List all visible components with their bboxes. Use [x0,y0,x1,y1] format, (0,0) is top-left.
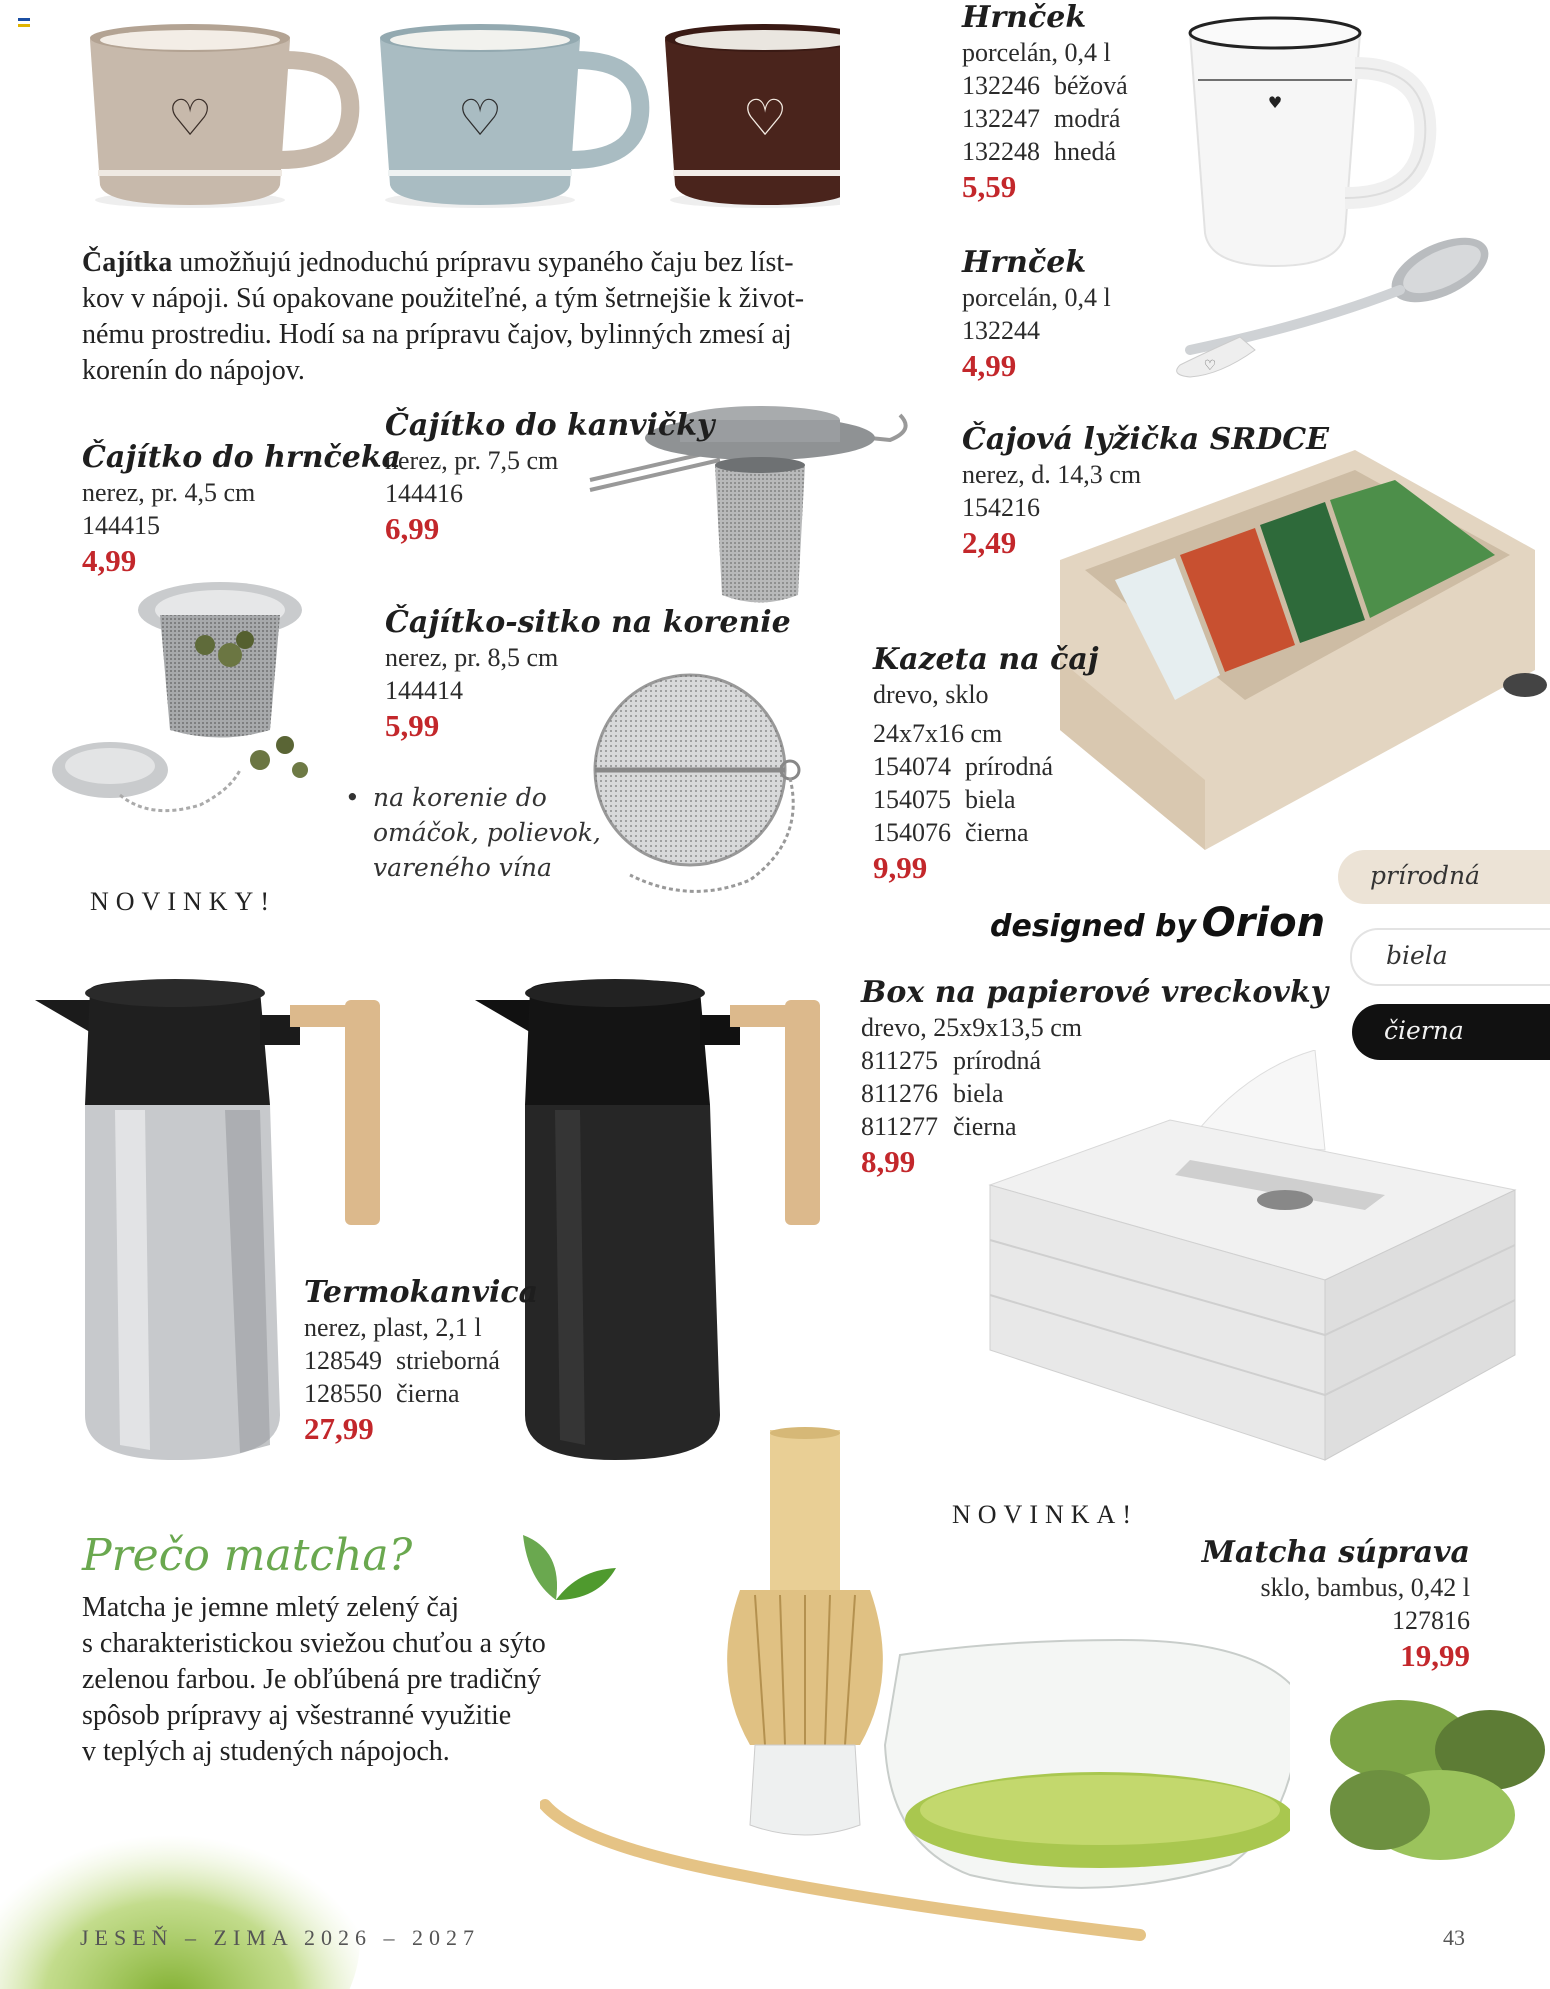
product-mug-heart: Hrnček porcelán, 0,4 l 132246 béžová 132247 modrá 132248 hnedá 5,59 [962,0,1128,204]
intro-bold: Čajítka [82,247,173,278]
bullet-icon: • [345,783,360,812]
price: 6,99 [385,511,440,546]
product-spoon: Čajová lyžička SRDCE nerez, d. 14,3 cm 154216 2,49 [962,422,1330,560]
product-thermos: Termokanvica nerez, plast, 2,1 l 128549 strieborná 128550 čierna 27,99 [304,1275,539,1446]
price: 19,99 [1400,1638,1470,1673]
designed-by-orion-logo: designed by Orion [990,900,1326,946]
spice-ball-note: • na korenie do omáčok, polievok, vareného vína [345,780,601,885]
svg-text:♡: ♡ [1203,358,1217,374]
product-mug-white: Hrnček porcelán, 0,4 l 132244 4,99 [962,245,1111,383]
flag-icon [18,18,30,27]
svg-text:♡: ♡ [457,89,503,147]
product-mug-infuser: Čajítko do hrnčeka nerez, pr. 4,5 cm 144415 4,99 [82,440,402,578]
price: 4,99 [962,348,1017,383]
svg-text:♥: ♥ [1267,93,1283,112]
swatch-white: biela [1350,928,1550,986]
matcha-info-text: Matcha je jemne mletý zelený čaj s charakteristickou sviežou chuťou a sýto zelenou farbou. Je obľúbená pre tradičný spôsob prípravy aj všestranné využitie v teplých aj studených nápojoch. [82,1592,546,1767]
price: 9,99 [873,850,928,885]
price: 2,49 [962,525,1017,560]
product-spice-ball: Čajítko-sitko na korenie nerez, pr. 8,5 cm 144414 5,99 [385,605,791,743]
product-pot-infuser: Čajítko do kanvičky nerez, pr. 7,5 cm 144416 6,99 [385,408,715,546]
price: 5,99 [385,708,440,743]
intro-paragraph: Čajítka umožňujú jednoduchú prípravu sypaného čaju bez líst- kov v nápoji. Sú opakovane použiteľné, a tým šetrnejšie k život- nému prostrediu. Hodí sa na prípravu čajov, bylinných zmesí aj korenín do nápojov. [82,247,805,386]
matcha-info-heading: Prečo matcha? [82,1530,413,1581]
product-tissue-box: Box na papierové vreckovky drevo, 25x9x13,5 cm 811275 prírodná 811276 biela 811277 čierna 8,99 [861,975,1329,1179]
product-matcha-set: Matcha súprava sklo, bambus, 0,42 l 127816 19,99 [1201,1535,1470,1673]
price: 8,99 [861,1144,916,1179]
new-item-badge: NOVINKA! [952,1500,1138,1529]
svg-text:♡: ♡ [167,89,213,147]
footer-season: JESEŇ – ZIMA 2026 – 2027 [80,1925,481,1950]
heart-mugs-image [80,10,840,210]
product-tea-box: Kazeta na čaj drevo, sklo 24x7x16 cm 154074 prírodná 154075 biela 154076 čierna 9,99 [873,642,1099,885]
swatch-natural: prírodná [1338,850,1550,904]
page-number: 43 [1443,1925,1465,1950]
price: 5,59 [962,169,1017,204]
swatch-black: čierna [1352,1004,1550,1060]
matcha-set-image [540,1425,1290,1970]
price: 4,99 [82,543,137,578]
product-title: Hrnček [962,0,1087,35]
price: 27,99 [304,1411,374,1446]
matcha-powder-image [0,1770,360,1989]
new-items-badge: NOVINKY! [90,887,276,916]
matcha-cookies-image [1320,1690,1550,1870]
mug-infuser-image [30,570,330,840]
svg-text:♡: ♡ [742,89,788,147]
spoon-image [1160,225,1500,395]
